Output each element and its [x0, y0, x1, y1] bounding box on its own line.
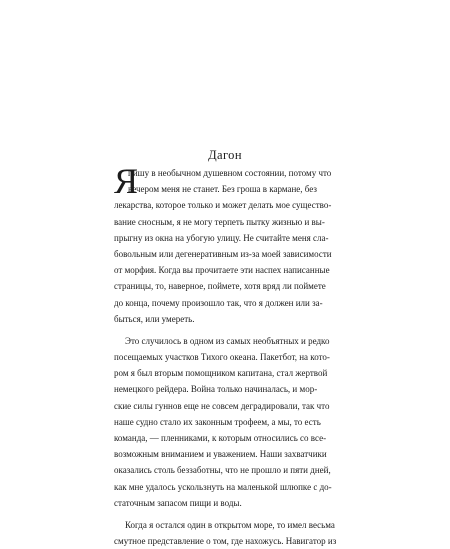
text-line: от морфия. Когда вы прочитаете эти наспех написанные: [114, 265, 330, 276]
paragraph-3: [114, 517, 339, 549]
text-line: прыгну из окна на убогую улицу. Не считайте меня сла-: [114, 232, 329, 243]
text-line: наше судно стало их законным трофеем, а мы, то есть: [114, 416, 321, 427]
text-line: смутное представление о том, где нахожусь. Навигатор из: [114, 536, 337, 547]
text-line: оказались столь беззаботны, что не прошло и пяти дней,: [114, 465, 331, 476]
text-line: команда, — пленниками, к которым относились со все-: [114, 433, 327, 443]
drop-cap-letter: Я: [114, 161, 139, 201]
text-line: вание сносным, я не могу терпеть пытку жизнью и вы-: [114, 216, 325, 227]
text-line: пишу в необычном душевном состоянии, потому что: [128, 168, 332, 178]
text-line: лекарства, которое только и может делать мое существо-: [114, 200, 332, 211]
text-line: до конца, почему произошло так, что я должен или за-: [114, 297, 323, 308]
text-line: быться, или умереть.: [114, 313, 195, 324]
paragraph-1: [114, 161, 339, 327]
dropcap-block: [114, 161, 339, 201]
text-line: бовольным или дегенеративным из-за моей зависимости: [114, 248, 332, 259]
text-line: вечером меня не станет. Без гроша в кармане, без: [128, 184, 317, 195]
text-line: ром я был вторым помощником капитана, стал жертвой: [114, 368, 328, 379]
text-line: Когда я остался один в открытом море, то имел весьма: [125, 519, 335, 530]
text-line: страницы, то, наверное, поймете, хотя вряд ли поймете: [114, 281, 326, 292]
text-line: посещаемых участков Тихого океана. Пакетбот, на кото-: [114, 352, 330, 363]
text-line: как мне удалось ускользнуть на маленькой шлюпке с до-: [114, 481, 332, 492]
chapter-body: [114, 161, 339, 549]
text-line: немецкого рейдера. Война только начиналась, и мор-: [114, 384, 318, 395]
paragraph-2: [114, 333, 339, 511]
chapter-title: Дагон: [208, 148, 242, 162]
text-line: возможным вниманием и уважением. Наши захватчики: [114, 449, 327, 460]
text-line: ские силы гуннов еще не совсем деградировали, так что: [114, 400, 330, 411]
text-line: Это случилось в одном из самых необъятных и редко: [125, 335, 330, 346]
text-line: статочным запасом пищи и воды.: [114, 497, 242, 508]
